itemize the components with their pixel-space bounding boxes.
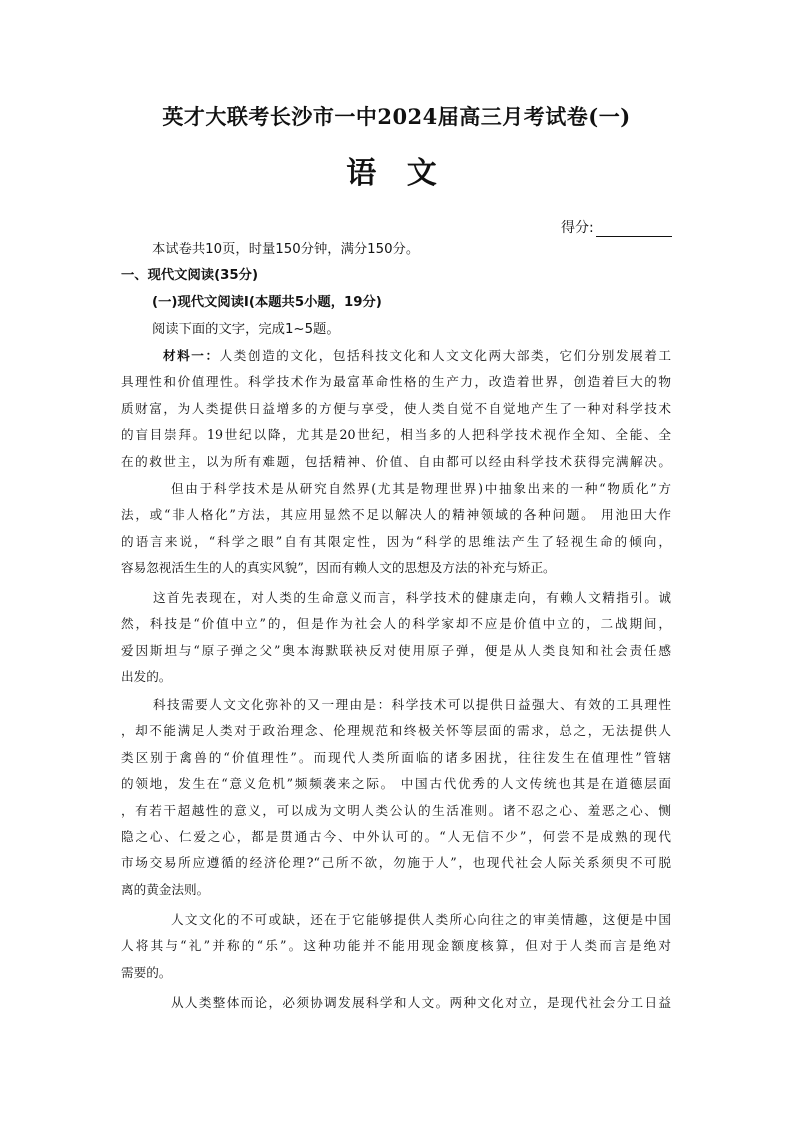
text-line: 材料一：人类创造的文化，包括科技文化和人文文化两大部类，它们分别发展着工 <box>163 348 672 363</box>
text-line: 的盲目崇拜。19世纪以降，尤其是20世纪，相当多的人把科学技术视作全知、全能、全 <box>121 427 671 443</box>
text-line: 法，或“非人格化”方法，其应用显然不足以解决人的精神领域的各种问题。 用池田大作 <box>121 507 671 523</box>
text-line: 然，科技是“价值中立”的，但是作为社会人的科学家却不应是价值中立的，二战期间， <box>121 616 671 632</box>
text-line: 爱因斯坦与“原子弹之父”奥本海默联袂反对使用原子弹，便是从人类良知和社会责任感 <box>121 642 671 658</box>
text-line: 市场交易所应遵循的经济伦理?“己所不欲，勿施于人”，也现代社会人际关系须臾不可脱 <box>121 855 671 871</box>
text-line: 人将其与“礼”并称的“乐”。这种功能并不能用现金额度核算，但对于人类而言是绝对 <box>121 938 671 954</box>
text-line: 质财富，为人类提供日益增多的方便与享受，使人类自觉不自觉地产生了一种对科学技术 <box>121 400 671 416</box>
subject-title: 语 文 <box>346 156 447 191</box>
text-line: ，有若干超越性的意义，可以成为文明人类公认的生活准则。诸不忍之心、羞恶之心、恻 <box>121 802 671 818</box>
score-field <box>561 217 672 237</box>
paragraph-3 <box>121 585 671 691</box>
reading-direction: 阅读下面的文字，完成1~5题。 <box>152 322 340 337</box>
score-label: 得分: <box>561 220 594 236</box>
text-line: 但由于科学技术是从研究自然界(尤其是物理世界)中抽象出来的一种“物质化”方 <box>171 481 671 496</box>
paragraph-6 <box>121 990 671 1016</box>
text-line: 类区别于禽兽的“价值理性”。而现代人类所面临的诸多困扰，往往发生在值理性”管辖 <box>121 749 671 765</box>
text-line: 人文文化的不可或缺，还在于它能够提供人类所心向往之的审美情趣，这便是中国 <box>171 912 671 927</box>
instructions: 本试卷共10页，时量150分钟，满分150分。 <box>152 242 420 257</box>
exam-title: 英才大联考长沙市一中2024届高三月考试卷(一) <box>162 104 631 129</box>
score-blank[interactable] <box>596 222 672 237</box>
paragraph-4 <box>121 692 671 903</box>
text-line: 具理性和价值理性。科学技术作为最富革命性格的生产力，改造着世界，创造着巨大的物 <box>121 374 671 390</box>
material-label: 材料一： <box>163 348 220 363</box>
text-line: 的领地，发生在“意义危机”频频袭来之际。 中国古代优秀的人文传统也其是在道德层面 <box>121 776 671 792</box>
text-line: 容易忽视活生生的人的真实风貌”，因而有赖人文的思想及方法的补充与矫正。 <box>121 560 556 576</box>
text-line: 需要的。 <box>121 964 172 980</box>
text-line: 离的黄金法则。 <box>121 881 210 897</box>
text-line: 这首先表现在，对人类的生命意义而言，科学技术的健康走向，有赖人文精指引。诚 <box>153 590 671 605</box>
section-title: 一、现代文阅读(35分) <box>121 268 259 283</box>
text-line: 从人类整体而论，必须协调发展科学和人文。两种文化对立，是现代社会分工日益 <box>171 995 671 1010</box>
text-line: ，却不能满足人类对于政治理念、伦理规范和终极关怀等层面的需求，总之，无法提供人 <box>121 723 671 739</box>
paragraph-5 <box>121 907 671 986</box>
sub-section-title: (一)现代文阅读Ⅰ(本题共5小题，19分) <box>152 295 382 310</box>
text-line: 在的救世主，以为所有难题，包括精神、价值、自由都可以经由科学技术获得完满解决。 <box>121 453 671 469</box>
text-line: 科技需要人文文化弥补的又一理由是：科学技术可以提供日益强大、有效的工具理性 <box>153 697 671 712</box>
paragraph-1 <box>121 343 671 475</box>
text-line: 出发的。 <box>121 669 172 685</box>
paragraph-2 <box>121 476 671 582</box>
text-line: 隐之心、仁爱之心，都是贯通古今、中外认可的。“人无信不少”，何尝不是成熟的现代 <box>121 829 671 845</box>
text-line: 的语言来说，“科学之眼”自有其限定性，因为“科学的思维法产生了轻视生命的倾向， <box>121 533 671 549</box>
